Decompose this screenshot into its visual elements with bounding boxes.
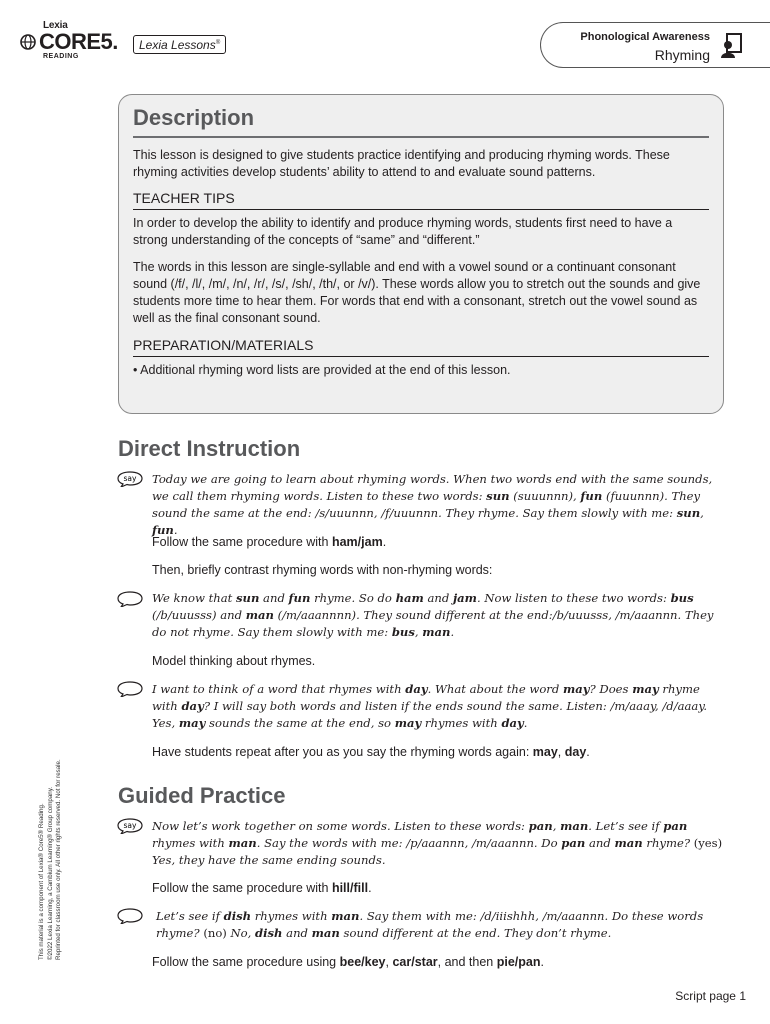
lexia-core5-logo	[20, 22, 240, 62]
topic-tab	[540, 22, 770, 68]
svg-text:say: say	[123, 821, 137, 830]
description-box	[118, 94, 724, 414]
teacher-tips-paragraph-1: In order to develop the ability to identify and produce rhyming words, students first need to have a strong understanding of the concepts of “same” and “different.”	[133, 216, 673, 247]
speech-bubble-icon	[117, 908, 143, 924]
direct-script-2: We know that sun and fun rhyme. So do ham and jam. Now listen to these two words: bus (/b/uuusss) and man (/m/aaannnn). They sound different at the end:/b/uuusss, /m/aaannn. They do not rhyme. Say them slowly with me: bus, man.	[152, 591, 714, 639]
guided-script-2: Let’s see if dish rhymes with man. Say them with me: /d/iiishhh, /m/aaannn. Do these words rhyme? (no) No, dish and man sound different at the end. They don’t rhyme.	[156, 909, 704, 940]
description-text: This lesson is designed to give students practice identifying and producing rhyming words. These rhyming activities develop students’ ability to attend to and evaluate sound patterns.	[133, 148, 670, 179]
preparation-materials-heading: PREPARATION/MATERIALS	[133, 336, 709, 357]
logo-core5-text: CORE5.	[39, 29, 118, 54]
direct-model-text: Model thinking about rhymes.	[152, 654, 316, 668]
description-title: Description	[133, 103, 709, 138]
topic-subtitle: Rhyming	[654, 47, 710, 63]
direct-script-3: I want to think of a word that rhymes with day. What about the word may? Does may rhyme with day? I will say both words and listen if the ends sound the same. Listen: /m/aaay, /d/aaay. Yes, may sounds the same at the end, so may rhymes with day.	[152, 682, 708, 730]
logo-lexia-text: Lexia	[43, 20, 68, 31]
direct-instruction-title: Direct Instruction	[118, 436, 301, 461]
direct-repeat-text: Have students repeat after you as you say the rhyming words again: may, day.	[152, 745, 590, 759]
direct-script-1: Today we are going to learn about rhyming words. When two words end with the same sounds, we call them rhyming words. Listen to these two words: sun (suuunnn), fun (fuuunnn). They sound the same at the end: /s/uuunnn, /f/uuunnn. They rhyme. Say them slowly with me: sun, fun.	[152, 472, 713, 537]
svg-text:say: say	[123, 474, 137, 483]
say-speech-bubble-icon	[117, 818, 143, 834]
globe-icon	[20, 34, 36, 50]
guided-follow-2: Follow the same procedure using bee/key, car/star, and then pie/pan.	[152, 955, 544, 969]
guided-practice-title: Guided Practice	[118, 783, 286, 808]
teacher-tips-paragraph-2: The words in this lesson are single-syllable and end with a vowel sound or a continuant consonant sound (/f/, /l/, /m/, /n/, /r/, /s/, /sh/, /th/, or /v/). These words allow you to stretch out the sounds and give students more time to hear them. For words that end with a consonant, stretch out the vowel sound as well as the final consonant sound.	[133, 260, 701, 325]
guided-follow-1: Follow the same procedure with hill/fill.	[152, 881, 372, 895]
preparation-item: • Additional rhyming word lists are provided at the end of this lesson.	[133, 363, 511, 377]
page-number: Script page 1	[675, 989, 746, 1003]
logo-reading-text: READING	[43, 53, 79, 60]
teacher-script-icon	[720, 33, 744, 59]
teacher-tips-heading: TEACHER TIPS	[133, 189, 709, 210]
guided-script-1: Now let’s work together on some words. Listen to these words: pan, man. Let’s see if pan rhymes with man. Say the words with me: /p/aaannn, /m/aaannn. Do pan and man rhyme? (yes) Yes, they have the same ending sounds.	[152, 819, 723, 867]
topic-title: Phonological Awareness	[580, 31, 710, 43]
direct-follow-1: Follow the same procedure with ham/jam.	[152, 535, 387, 549]
speech-bubble-icon	[117, 681, 143, 697]
copyright-notice: This material is a component of Lexia® Core5® Reading. ©2022 Lexia Learning, a Cambium Learning® Group company. Reprinted for classroom use only. All other rights reserved. Not for resale.	[38, 759, 62, 960]
direct-contrast-text: Then, briefly contrast rhyming words with non-rhyming words:	[152, 563, 493, 577]
speech-bubble-icon	[117, 591, 143, 607]
say-speech-bubble-icon	[117, 471, 143, 487]
lexia-lessons-badge: Lexia Lessons®	[133, 35, 226, 54]
